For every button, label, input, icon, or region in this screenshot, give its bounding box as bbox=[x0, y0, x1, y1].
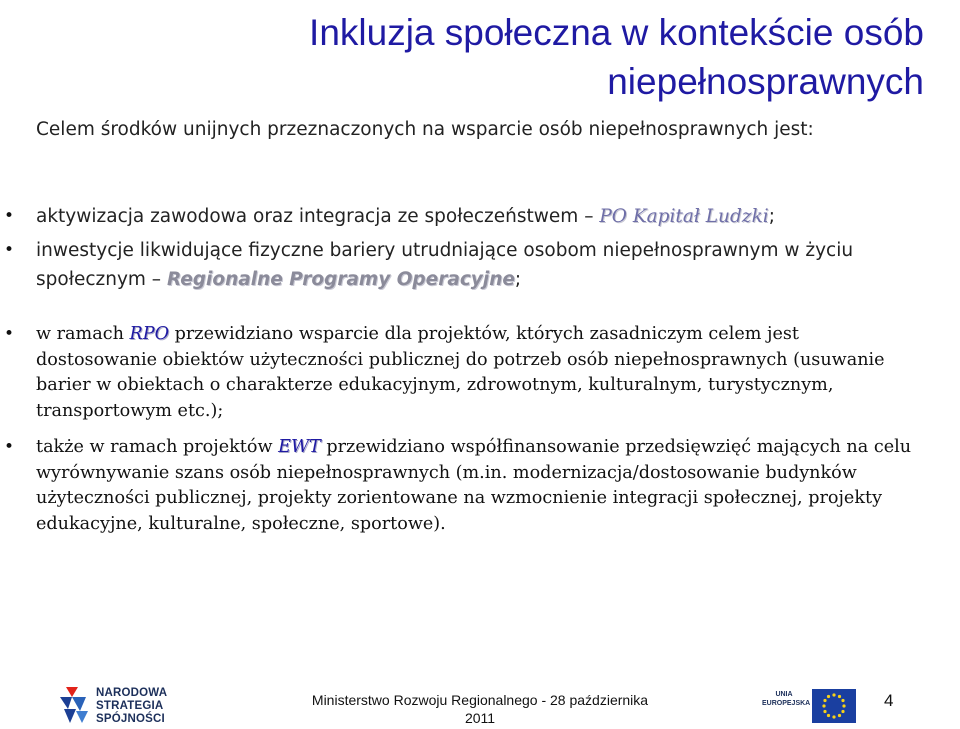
nss-line1: NARODOWA bbox=[96, 687, 168, 699]
eu-flag-icon bbox=[812, 689, 856, 723]
bullet-pre: także w ramach projektów bbox=[36, 437, 279, 457]
ewt-abbr: EWT bbox=[278, 437, 321, 457]
bullet-ewt bbox=[36, 435, 924, 537]
nss-logo bbox=[58, 683, 228, 725]
nss-emblem-icon bbox=[58, 683, 94, 725]
dash: – bbox=[584, 206, 594, 227]
punct: ; bbox=[768, 206, 775, 227]
bullet-text: przewidziano współfinansowanie przedsięwzięć mających na celu wyrównywanie szans osób niepełnosprawnych (m.in. modernizacja/dostosowanie budynków użyteczności publicznej, projekty zorientowane na wzmocnienie integracji społecznej, projekty edukacyjne, kulturalne, społeczne, sportowe). bbox=[36, 437, 912, 534]
bullet-pre: w ramach bbox=[36, 324, 130, 344]
bullet-text: aktywizacja zawodowa oraz integracja ze społeczeństwem bbox=[36, 206, 585, 227]
dash: – bbox=[151, 269, 162, 290]
bullet-text: przewidziano wsparcie dla projektów, których zasadniczym celem jest dostosowanie obiektów użyteczności publicznej do potrzeb osób niepełnosprawnych (usuwanie barier w obiektach o charakterze edukacyjnym, zdrowotnym, kulturalnym, turystycznym, transportowym etc.); bbox=[36, 324, 885, 421]
intro-text: Celem środków unijnych przeznaczonych na wsparcie osób niepełnosprawnych jest: bbox=[36, 119, 814, 140]
bullet-po-kl bbox=[36, 202, 924, 231]
program-name: Regionalne Programy Operacyjne bbox=[166, 269, 515, 290]
bullet-rpo-programs bbox=[36, 236, 924, 294]
page-number: 4 bbox=[884, 691, 894, 710]
ue-line2: EUROPEJSKA bbox=[762, 699, 811, 707]
footer-ministry-date: Ministerstwo Rozwoju Regionalnego - 28 października 2011 bbox=[311, 692, 649, 726]
slide-title: Inkluzja społeczna w kontekście osób niepełnosprawnych bbox=[309, 12, 924, 102]
ue-line1: UNIA bbox=[775, 691, 793, 698]
punct: ; bbox=[514, 269, 522, 290]
bullet-rpo-support bbox=[36, 322, 924, 424]
bullet-text: inwestycje likwidujące fizyczne bariery utrudniające osobom niepełnosprawnym w życiu społecznym bbox=[36, 240, 854, 290]
rpo-abbr: RPO bbox=[129, 324, 170, 344]
nss-line2: STRATEGIA SPÓJNOŚCI bbox=[96, 700, 165, 725]
eu-logo bbox=[762, 689, 862, 725]
program-name: PO Kapitał Ludzki bbox=[599, 206, 769, 227]
